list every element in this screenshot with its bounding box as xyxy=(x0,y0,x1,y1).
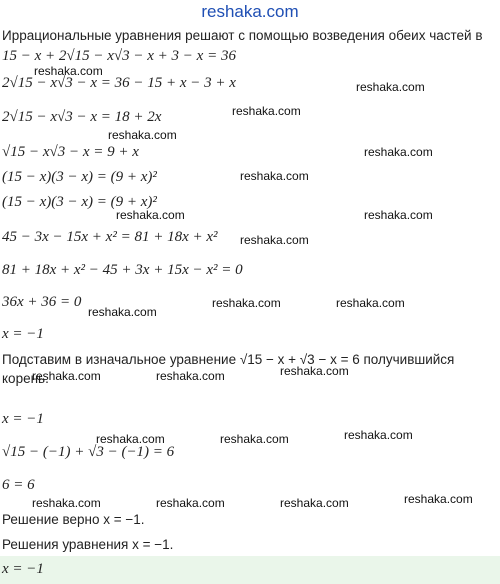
watermark: reshaka.com xyxy=(232,104,301,118)
site-title[interactable]: reshaka.com xyxy=(201,2,299,21)
check-text: Решение верно x = −1. xyxy=(2,512,145,527)
watermark: reshaka.com xyxy=(344,428,413,442)
equation-line: (15 − x)(3 − x) = (9 + x)² xyxy=(2,169,157,185)
watermark: reshaka.com xyxy=(364,208,433,222)
watermark: reshaka.com xyxy=(88,305,157,319)
equation-line: 15 − x + 2√15 − x√3 − x + 3 − x = 36 xyxy=(2,48,236,64)
answer-box xyxy=(0,556,500,584)
equation-line: 2√15 − x√3 − x = 18 + 2x xyxy=(2,109,162,125)
equation-line: 6 = 6 xyxy=(2,477,35,493)
equation-line: (15 − x)(3 − x) = (9 + x)² xyxy=(2,194,157,210)
watermark: reshaka.com xyxy=(336,296,405,310)
answer-text: x = −1 xyxy=(2,561,44,577)
watermark: reshaka.com xyxy=(240,169,309,183)
equation-line: 81 + 18x + x² − 45 + 3x + 15x − x² = 0 xyxy=(2,262,243,278)
watermark: reshaka.com xyxy=(32,369,101,383)
watermark: reshaka.com xyxy=(404,492,473,506)
equation-line: 45 − 3x − 15x + x² = 81 + 18x + x² xyxy=(2,229,218,245)
watermark: reshaka.com xyxy=(156,496,225,510)
intro-text: Иррациональные уравнения решают с помощью возведения обеих частей в xyxy=(2,28,483,43)
watermark: reshaka.com xyxy=(364,145,433,159)
watermark: reshaka.com xyxy=(34,64,103,78)
substitution-text: Подставим в изначальное уравнение √15 − x + √3 − x = 6 получившийся xyxy=(2,352,455,367)
equation-line: √15 − (−1) + √3 − (−1) = 6 xyxy=(2,444,175,460)
substitution-text-cont: корень. xyxy=(2,371,49,386)
watermark: reshaka.com xyxy=(240,233,309,247)
equation-line: x = −1 xyxy=(2,411,44,427)
watermark: reshaka.com xyxy=(108,128,177,142)
equation-line: 2√15 − x√3 − x = 36 − 15 + x − 3 + x xyxy=(2,75,236,91)
watermark: reshaka.com xyxy=(156,369,225,383)
equation-line: √15 − x√3 − x = 9 + x xyxy=(2,144,139,160)
watermark: reshaka.com xyxy=(280,496,349,510)
watermark: reshaka.com xyxy=(32,496,101,510)
watermark: reshaka.com xyxy=(116,208,185,222)
equation-line: x = −1 xyxy=(2,326,44,342)
watermark: reshaka.com xyxy=(280,364,349,378)
watermark: reshaka.com xyxy=(96,432,165,446)
solutions-text: Решения уравнения x = −1. xyxy=(2,537,174,552)
equation-line: 36x + 36 = 0 xyxy=(2,294,82,310)
watermark: reshaka.com xyxy=(220,432,289,446)
watermark: reshaka.com xyxy=(356,80,425,94)
watermark: reshaka.com xyxy=(212,296,281,310)
